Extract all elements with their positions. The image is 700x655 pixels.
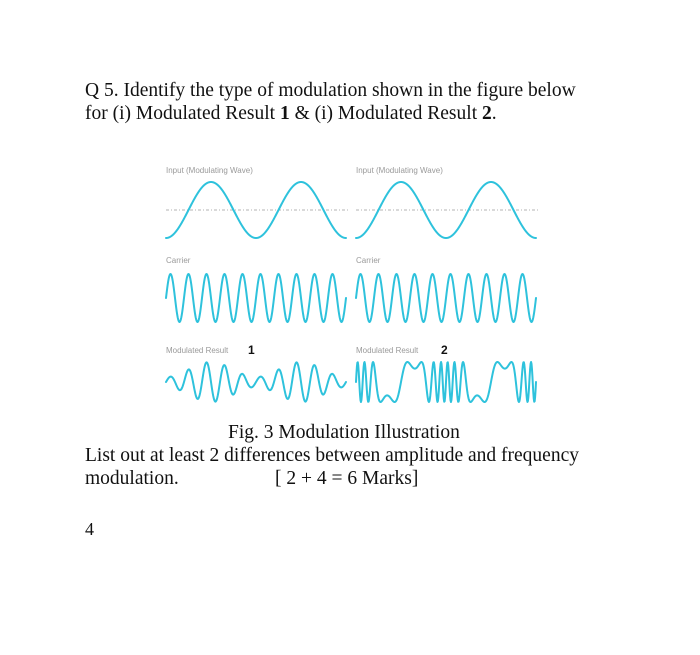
task-line-1: List out at least 2 differences between amplitude and frequency: [85, 445, 579, 466]
right-modulated-wave: [356, 362, 536, 402]
left-panel: [166, 166, 348, 402]
left-carrier-wave: [166, 274, 346, 322]
left-result-label: Modulated Result: [166, 346, 229, 355]
question-result-number-1: 1: [279, 103, 290, 124]
question-result-number-2: 2: [482, 103, 492, 124]
modulation-figure: [160, 160, 540, 422]
task-line-2: modulation.: [85, 468, 179, 489]
left-modulated-wave: [166, 362, 346, 401]
right-result-label: Modulated Result: [356, 346, 419, 355]
question-line-2-prefix: for (i) Modulated Result: [85, 103, 280, 124]
question-line-2-suffix: .: [491, 103, 497, 124]
right-result-number: 2: [441, 343, 448, 357]
question-line-2: [85, 102, 497, 126]
left-carrier-label: Carrier: [166, 256, 191, 265]
left-input-label: Input (Modulating Wave): [166, 166, 253, 175]
left-result-number: 1: [248, 343, 255, 357]
figure-caption: Fig. 3 Modulation Illustration: [228, 422, 460, 443]
question-line-1: Q 5. Identify the type of modulation shown in the figure below: [85, 80, 576, 101]
right-panel: [356, 166, 538, 402]
marks-allocation: [ 2 + 4 = 6 Marks]: [275, 468, 419, 489]
right-carrier-wave: [356, 274, 536, 322]
right-input-label: Input (Modulating Wave): [356, 166, 443, 175]
right-carrier-label: Carrier: [356, 256, 381, 265]
page-number: 4: [85, 519, 94, 539]
question-line-2-mid: & (i) Modulated Result: [289, 103, 482, 124]
